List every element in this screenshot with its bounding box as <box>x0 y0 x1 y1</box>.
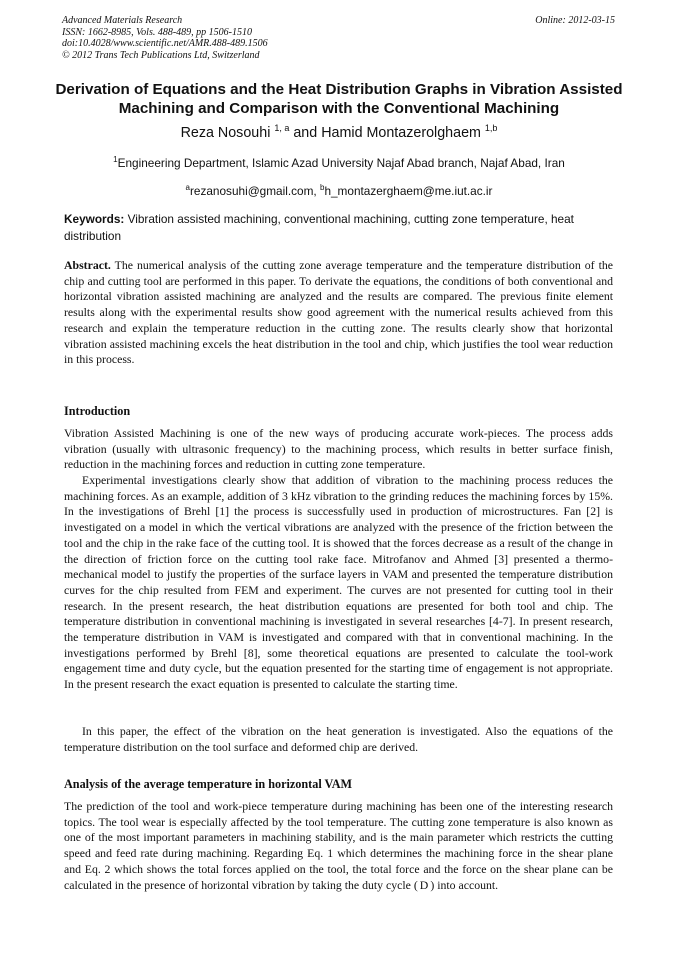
email-sup: b <box>319 183 325 192</box>
email-link[interactable]: rezanosuhi@gmail.com, <box>189 184 317 198</box>
keywords-label: Keywords: <box>64 212 125 226</box>
author-line <box>40 123 638 141</box>
email-line <box>40 183 638 198</box>
copyright-line: © 2012 Trans Tech Publications Ltd, Switzerland <box>62 49 260 61</box>
author-affil-sup: 1, a <box>274 123 290 133</box>
author-name: Reza Nosouhi <box>180 125 271 141</box>
abstract <box>64 258 613 368</box>
section-heading: Analysis of the average temperature in horizontal VAM <box>64 777 353 791</box>
online-date: Online: 2012-03-15 <box>535 15 615 26</box>
keywords <box>64 211 613 245</box>
affiliation <box>40 155 638 170</box>
journal-header <box>62 15 268 61</box>
email-link[interactable]: h_montazerghaem@me.iut.ac.ir <box>324 184 493 198</box>
paper-title: Derivation of Equations and the Heat Distribution Graphs in Vibration Assisted Machining and Comparison with the Conventional Machining <box>55 81 623 117</box>
issn-line: ISSN: 1662-8985, Vols. 488-489, pp 1506-1510 <box>62 26 252 38</box>
paragraph: Vibration Assisted Machining is one of the new ways of producing accurate work-pieces. The process adds vibration (usually with ultrasonic frequency) to the machining process, which results in better surface finish, reduction in the machining forces and reduction in cutting zone temperature. <box>64 426 613 472</box>
journal-name: Advanced Materials Research <box>62 15 183 26</box>
abstract-label: Abstract. <box>64 258 111 272</box>
paragraph-text: The prediction of the tool and work-piece temperature during machining has been one of the interesting research topics. The tool wear is especially affected by the tool temperature. The cutting zone temperature is also known as one of the most important parameters in machining stability, and is the main parameter which restricts the cutting speed and feed rate during machining. Regarding Eq. 1 which determines the machining force in the shear plane and Eq. 2 which shows the total forces applied on the tool, the total force and the force on the shear plane can be calculated in the presence of horizontal vibration by taking the duty cycle ( <box>64 799 613 892</box>
keywords-text: Vibration assisted machining, conventional machining, cutting zone temperature, heat distribution <box>64 212 574 243</box>
duty-cycle-symbol: D <box>419 877 429 892</box>
email-sup: a <box>185 183 190 192</box>
paragraph: In this paper, the effect of the vibration on the heat generation is investigated. Also the equations of the temperature distribution on the tool surface and deformed chip are derived. <box>64 724 613 754</box>
author-affil-sup: 1,b <box>484 123 498 133</box>
doi-line: doi:10.4028/www.scientific.net/AMR.488-489.1506 <box>62 38 268 49</box>
abstract-text: The numerical analysis of the cutting zone average temperature and the temperature distribution of the chip and cutting tool are performed in this paper. To derivate the equations, the conditions of both conventional and horizontal vibration assisted machining are analyzed and the results are compared. The previous finite element results along with the experimental results show good agreement with the numerical results achieved from this research and explain the temperature reduction in the cutting zone. The results clearly show that horizontal vibration assisted machining excels the heat distribution in the tool and chip, which justifies the tool wear reduction in this process. <box>64 258 613 367</box>
author-name: Hamid Montazerolghaem <box>321 125 481 141</box>
affil-sup: 1 <box>113 155 118 164</box>
paragraph-text: ) into account. <box>430 877 499 892</box>
paragraph: Experimental investigations clearly show that addition of vibration to the machining process reduces the machining forces. As an example, addition of 3 kHz vibration to the grinding reduces the machining forces by 15%. In the investigations of Brehl [1] the process is successfully used in production of microstructures. Fan [2] is investigated on a model in which the vertical vibrations are analyzed with the presence of the friction between the tool and the chip in the rake face of the cutting tool. It is showed that the forces decrease as a result of the change in the direction of friction force on the cutting tool rake face. Mitrofanov and Ahmed [3] presented a thermo-mechanical model to justify the properties of the surface layers in VAM and presented the temperature distribution curves for the chip resulted from FEM and experiment. The curves are not presented for cutting tool in their research. In the present research, the heat distribution equations are presented for both tool and chip. The temperature distribution in conventional machining is investigated in several researches [4-7]. In present research, the temperature distribution in VAM is investigated and compared with that in conventional machining. In the investigations performed by Brehl [8], some theoretical equations are presented to calculate the tool-work engagement time and duty cycle, but the equation presented for the starting time of engagement is not appropriate. In the present research the exact equation is presented to calculate the starting time. <box>64 473 613 692</box>
author-and: and <box>293 125 318 141</box>
affiliation-text: Engineering Department, Islamic Azad University Najaf Abad branch, Najaf Abad, Iran <box>117 156 565 170</box>
section-heading: Introduction <box>64 404 131 418</box>
paragraph <box>64 799 613 893</box>
